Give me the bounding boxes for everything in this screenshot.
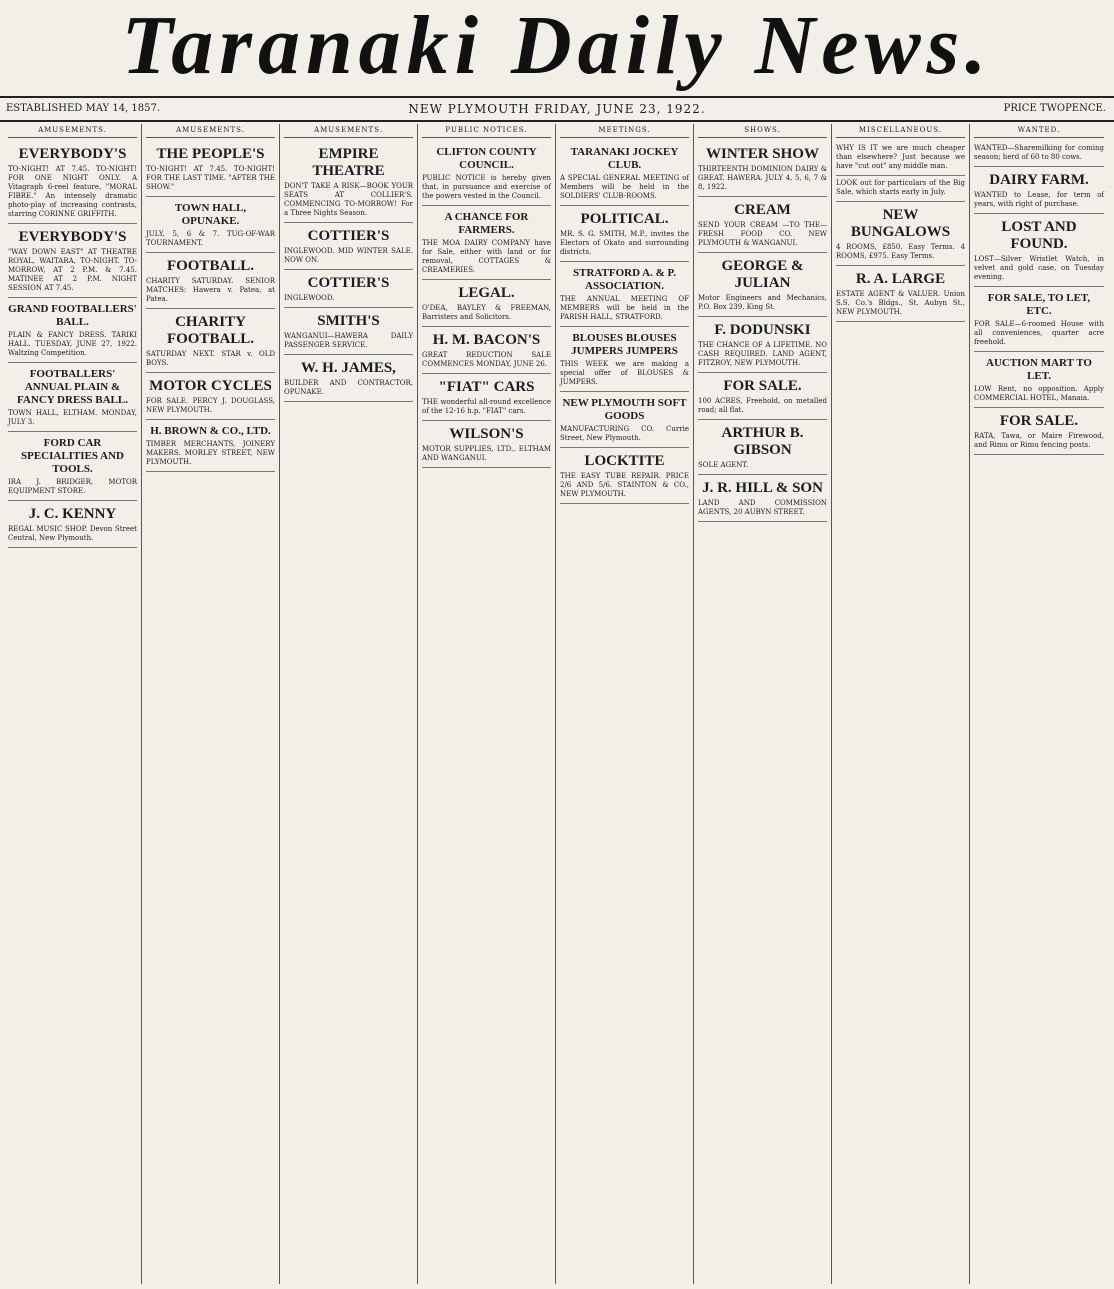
advertisement [422,327,551,374]
advertisement [698,197,827,253]
ad-body: FOR SALE. PERCY J. DOUGLASS, NEW PLYMOUTH. [146,397,275,414]
advertisement [146,141,275,197]
advertisement [422,206,551,280]
advertisement [284,270,413,308]
advertisement [560,262,689,327]
column-7 [832,124,970,1284]
column-heading: PUBLIC NOTICES. [422,124,551,138]
ad-body: THIRTEENTH DOMINION DAIRY & GREAT. HAWERA. JULY 4, 5, 6, 7 & 8, 1922. [698,165,827,191]
ad-body: DON'T TAKE A RISK—BOOK YOUR SEATS AT COLLIER'S. COMMENCING TO-MORROW! For a Three Nights Season. [284,182,413,217]
advertisement [974,287,1104,352]
advertisement [284,141,413,223]
ad-title: CREAM [734,202,791,218]
ad-title: GEORGE & JULIAN [721,258,804,291]
ad-title: A CHANCE FOR FARMERS. [444,211,529,236]
ad-body: RATA, Tawa, or Maire Firewood, and Rimu or Rimu fencing posts. [974,432,1104,449]
ad-body: O'DEA, BAYLEY & FREEMAN, Barristers and Solicitors. [422,304,551,321]
column-heading: MISCELLANEOUS. [836,124,965,138]
ad-body: WANTED to Lease, for term of years, with right of purchase. [974,191,1104,208]
dateline-bar [0,96,1114,122]
ad-title: THE PEOPLE'S [156,146,265,162]
column-3 [280,124,418,1284]
ad-title: FOR SALE. [999,413,1079,429]
masthead [0,0,1114,92]
advertisement [422,374,551,421]
ad-title: GRAND FOOTBALLERS' BALL. [8,303,137,328]
ad-title: TARANAKI JOCKEY CLUB. [570,146,679,171]
ad-body: THE ANNUAL MEETING OF MEMBERS will be held in the PARISH HALL, STRATFORD. [560,295,689,321]
ad-body: JULY, 5, 6 & 7. TUG-OF-WAR TOURNAMENT. [146,230,275,247]
advertisement [836,266,965,322]
ad-title: FOR SALE, TO LET, ETC. [987,292,1091,317]
ad-body: TOWN HALL, ELTHAM. MONDAY, JULY 3. [8,409,137,426]
ad-body: MR. S. G. SMITH, M.P., invites the Electors of Okato and surrounding districts. [560,230,689,256]
advertisement [698,420,827,475]
ad-title: FORD CAR SPECIALITIES AND TOOLS. [20,437,124,475]
ad-body: INGLEWOOD. [284,294,335,302]
column-1 [4,124,142,1284]
ad-body: WANTED—Sharemilking for coming season; herd of 60 to 80 cows. [974,144,1104,161]
advertisement [146,309,275,373]
ad-title: "FIAT" CARS [438,379,535,395]
advertisement [974,167,1104,214]
ad-title: STRATFORD A. & P. ASSOCIATION. [573,267,676,292]
ad-title: FOOTBALL. [166,258,255,274]
advertisement [8,432,137,501]
masthead-title: Taranaki Daily News. [121,0,993,92]
column-5 [556,124,694,1284]
ad-body: A SPECIAL GENERAL MEETING of Members will be held in the SOLDIERS' CLUB-ROOMS. [560,174,689,200]
ad-title: AUCTION MART TO LET. [986,357,1092,382]
ad-body: THE CHANCE OF A LIFETIME. NO CASH REQUIRED. LAND AGENT, FITZROY, NEW PLYMOUTH. [698,341,827,367]
advertisement [422,141,551,206]
ad-title: EMPIRE THEATRE [312,146,385,179]
advertisement [146,373,275,420]
advertisement [8,224,137,298]
ad-title: J. R. HILL & SON [702,480,823,496]
ad-title: F. DODUNSKI [714,322,811,338]
column-4 [418,124,556,1284]
ad-title: LOST AND FOUND. [1001,219,1077,252]
column-8 [970,124,1108,1284]
column-heading: AMUSEMENTS. [146,124,275,138]
ad-body: THIS WEEK we are making a special offer of BLOUSES & JUMPERS. [560,360,689,386]
ad-body: LAND AND COMMISSION AGENTS, 20 AUBYN STREET. [698,499,827,516]
ad-body: PUBLIC NOTICE is hereby given that, in pursuance and exercise of the powers vested in the Council. [422,174,551,200]
ad-body: WANGANUI—HAWERA DAILY PASSENGER SERVICE. [284,332,413,349]
ad-body: TO-NIGHT! AT 7.45. TO-NIGHT! FOR THE LAST TIME. "AFTER THE SHOW." [146,165,275,191]
ad-body: LOST—Silver Wristlet Watch, in velvet and gold case, on Tuesday evening. [974,255,1104,281]
advertisement [974,141,1104,167]
advertisement [146,253,275,309]
ad-body: 4 ROOMS, £850. Easy Terms. 4 ROOMS, £975. Easy Terms. [836,243,965,260]
ad-body: FOR SALE—6-roomed House with all conveniences, quarter acre freehold. [974,320,1104,346]
ad-body: BUILDER AND CONTRACTOR, OPUNAKE. [284,379,413,396]
ad-body: SOLE AGENT. [698,461,749,469]
issue-date: NEW PLYMOUTH FRIDAY, JUNE 23, 1922. [408,102,706,116]
ad-body: TIMBER MERCHANTS, JOINERY MAKERS. MORLEY STREET, NEW PLYMOUTH. [146,440,275,466]
ad-title: LEGAL. [458,285,515,301]
advertisement [974,352,1104,408]
ad-title: WILSON'S [449,426,524,442]
advertisement [422,421,551,468]
ad-title: R. A. LARGE [855,271,946,287]
advertisement [974,214,1104,287]
advertisement [698,141,827,197]
ad-title: TOWN HALL, OPUNAKE. [174,202,247,227]
ad-body: REGAL MUSIC SHOP. Devon Street Central, New Plymouth. [8,525,137,542]
ad-title: J. C. KENNY [28,506,117,522]
advertisement [8,141,137,224]
advertisement [698,373,827,420]
ad-title: FOR SALE. [723,378,802,394]
ad-title: FOOTBALLERS' ANNUAL PLAIN & FANCY DRESS BALL. [17,368,128,406]
ad-body: Motor Engineers and Mechanics, P.O. Box 239, King St. [698,294,827,311]
advertisement [146,197,275,253]
ad-title: COTTIER'S [307,275,390,291]
advertisement [560,392,689,448]
columns-area [4,124,1110,1284]
column-heading: AMUSEMENTS. [8,124,137,138]
ad-body: IRA J. BRIDGER, MOTOR EQUIPMENT STORE. [8,478,137,495]
column-heading: MEETINGS. [560,124,689,138]
ad-title: NEW PLYMOUTH SOFT GOODS [562,397,687,422]
ad-body: "WAY DOWN EAST" AT THEATRE ROYAL, WAITARA, TO-NIGHT. TO-MORROW, AT 2 P.M. & 7.45. MATINEE AT 2 P.M. NIGHT SESSION AT 7.45. [8,248,137,292]
advertisement [284,355,413,402]
advertisement [698,317,827,373]
ad-body: MOTOR SUPPLIES, LTD., ELTHAM AND WANGANUI. [422,445,551,462]
advertisement [974,408,1104,455]
ad-body: ESTATE AGENT & VALUER. Union S.S. Co.'s Bldgs., St. Aubyn St., NEW PLYMOUTH. [836,290,965,316]
ad-title: W. H. JAMES, [301,360,396,376]
price-text: PRICE TWOPENCE. [1003,103,1106,114]
advertisement [560,206,689,262]
advertisement [836,202,965,266]
column-heading: AMUSEMENTS. [284,124,413,138]
ad-body: TO-NIGHT! AT 7.45. TO-NIGHT! FOR ONE NIGHT ONLY. A Vitagraph 6-reel feature, "MORAL FIBRE." An intensely dramatic photo-play of increasing contrasts, starring CORINNE GRIFFITH. [8,165,137,218]
ad-title: EVERYBODY'S [18,229,127,245]
ad-body: INGLEWOOD. MID WINTER SALE. NOW ON. [284,247,413,264]
ad-body: THE EASY TUBE REPAIR. PRICE 2/6 AND 5/6. STAINTON & CO., NEW PLYMOUTH. [560,472,689,498]
ad-title: MOTOR CYCLES [149,378,272,394]
advertisement [836,141,965,176]
advertisement [698,475,827,522]
ad-body: LOW Rent, no opposition. Apply COMMERCIAL HOTEL, Manaia. [974,385,1104,402]
ad-title: CLIFTON COUNTY COUNCIL. [436,146,537,171]
advertisement [836,176,965,202]
ad-body: PLAIN & FANCY DRESS. TARIKI HALL. TUESDAY, JUNE 27, 1922. Waltzing Competition. [8,331,137,357]
ad-body: LOOK out for particulars of the Big Sale, which starts early in July. [836,179,965,196]
advertisement [422,280,551,327]
advertisement [8,363,137,432]
ad-title: H. BROWN & CO., LTD. [150,425,271,437]
column-heading: WANTED. [974,124,1104,138]
advertisement [8,501,137,548]
ad-title: EVERYBODY'S [18,146,127,162]
ad-body: SATURDAY NEXT. STAR v. OLD BOYS. [146,350,275,367]
column-heading: SHOWS. [698,124,827,138]
advertisement [698,253,827,317]
ad-title: CHARITY FOOTBALL. [166,314,255,347]
ad-title: DAIRY FARM. [989,172,1089,188]
advertisement [560,141,689,206]
ad-title: H. M. BACON'S [432,332,541,348]
ad-title: WINTER SHOW [706,146,819,162]
ad-body: THE wonderful all-round excellence of the 12-16 h.p. "FIAT" cars. [422,398,551,415]
ad-title: NEW BUNGALOWS [850,207,951,240]
ad-body: MANUFACTURING CO. Currie Street, New Plymouth. [560,425,689,442]
ad-title: BLOUSES BLOUSES JUMPERS JUMPERS [571,332,678,357]
advertisement [284,223,413,270]
advertisement [8,298,137,363]
ad-body: WHY IS IT we are much cheaper than elsewhere? Just because we have "cut out" any middle man. [836,144,965,170]
advertisement [560,448,689,504]
advertisement [146,420,275,472]
ad-body: CHARITY SATURDAY. SENIOR MATCHES: Hawera v. Patea, at Patea. [146,277,275,303]
column-2 [142,124,280,1284]
column-6 [694,124,832,1284]
established-text: ESTABLISHED MAY 14, 1857. [6,103,161,114]
advertisement [560,327,689,392]
ad-title: LOCKTITE [584,453,665,469]
ad-body: THE MOA DAIRY COMPANY have for Sale, either with land or for removal, COTTAGES & CREAMERIES. [422,239,551,274]
ad-title: ARTHUR B. GIBSON [721,425,804,458]
ad-title: SMITH'S [317,313,380,329]
ad-body: SEND YOUR CREAM —TO THE— FRESH FOOD CO. NEW PLYMOUTH & WANGANUI. [698,221,827,247]
ad-title: POLITICAL. [580,211,669,227]
advertisement [284,308,413,355]
ad-body: GREAT REDUCTION SALE COMMENCES MONDAY, JUNE 26. [422,351,551,368]
ad-title: COTTIER'S [307,228,390,244]
ad-body: 100 ACRES, Freehold, on metalled road; all flat. [698,397,827,414]
